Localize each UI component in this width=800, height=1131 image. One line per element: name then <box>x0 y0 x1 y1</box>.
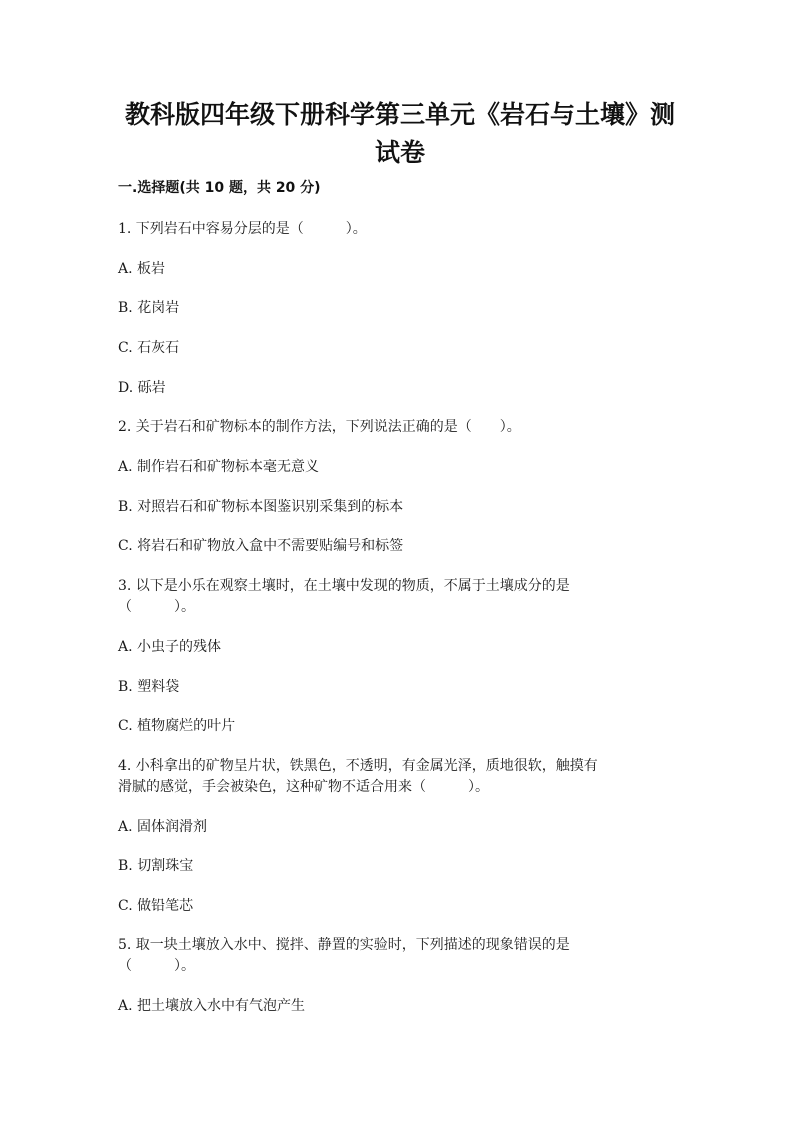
question-1-option-c: C. 石灰石 <box>118 340 180 356</box>
question-4-stem-line-2: 滑腻的感觉，手会被染色，这种矿物不适合用来（ ）。 <box>118 779 489 795</box>
question-3-stem-line-1: 3. 以下是小乐在观察土壤时，在土壤中发现的物质，不属于土壤成分的是 <box>118 578 570 594</box>
question-2-option-c: C. 将岩石和矿物放入盒中不需要贴编号和标签 <box>118 538 404 554</box>
question-4-stem-line-1: 4. 小科拿出的矿物呈片状，铁黑色，不透明，有金属光泽，质地很软，触摸有 <box>118 758 598 774</box>
question-2-option-b: B. 对照岩石和矿物标本图鉴识别采集到的标本 <box>118 499 404 515</box>
question-1-option-b: B. 花岗岩 <box>118 300 180 316</box>
title-line-1: 教科版四年级下册科学第三单元《岩石与土壤》测 <box>124 100 675 129</box>
question-2-stem: 2. 关于岩石和矿物标本的制作方法，下列说法正确的是（ ）。 <box>118 419 521 435</box>
question-5-stem-line-2: （ ）。 <box>118 958 195 974</box>
question-2-option-a: A. 制作岩石和矿物标本毫无意义 <box>118 459 320 475</box>
question-5-option-a: A. 把土壤放入水中有气泡产生 <box>118 998 306 1014</box>
document-title <box>110 96 690 172</box>
title-line-2: 试卷 <box>374 138 425 167</box>
question-3-option-c: C. 植物腐烂的叶片 <box>118 718 236 734</box>
question-1-option-a: A. 板岩 <box>118 261 166 277</box>
question-3-option-b: B. 塑料袋 <box>118 679 180 695</box>
question-1-option-d: D. 砾岩 <box>118 380 166 396</box>
section-heading: 一.选择题(共 10 题，共 20 分) <box>118 180 321 196</box>
question-3-option-a: A. 小虫子的残体 <box>118 639 222 655</box>
question-1-stem: 1. 下列岩石中容易分层的是（ ）。 <box>118 221 367 237</box>
question-4-option-a: A. 固体润滑剂 <box>118 819 208 835</box>
question-5-stem-line-1: 5. 取一块土壤放入水中、搅拌、静置的实验时，下列描述的现象错误的是 <box>118 937 570 953</box>
question-4-option-c: C. 做铅笔芯 <box>118 898 194 914</box>
question-4-option-b: B. 切割珠宝 <box>118 858 194 874</box>
question-3-stem-line-2: （ ）。 <box>118 599 195 615</box>
